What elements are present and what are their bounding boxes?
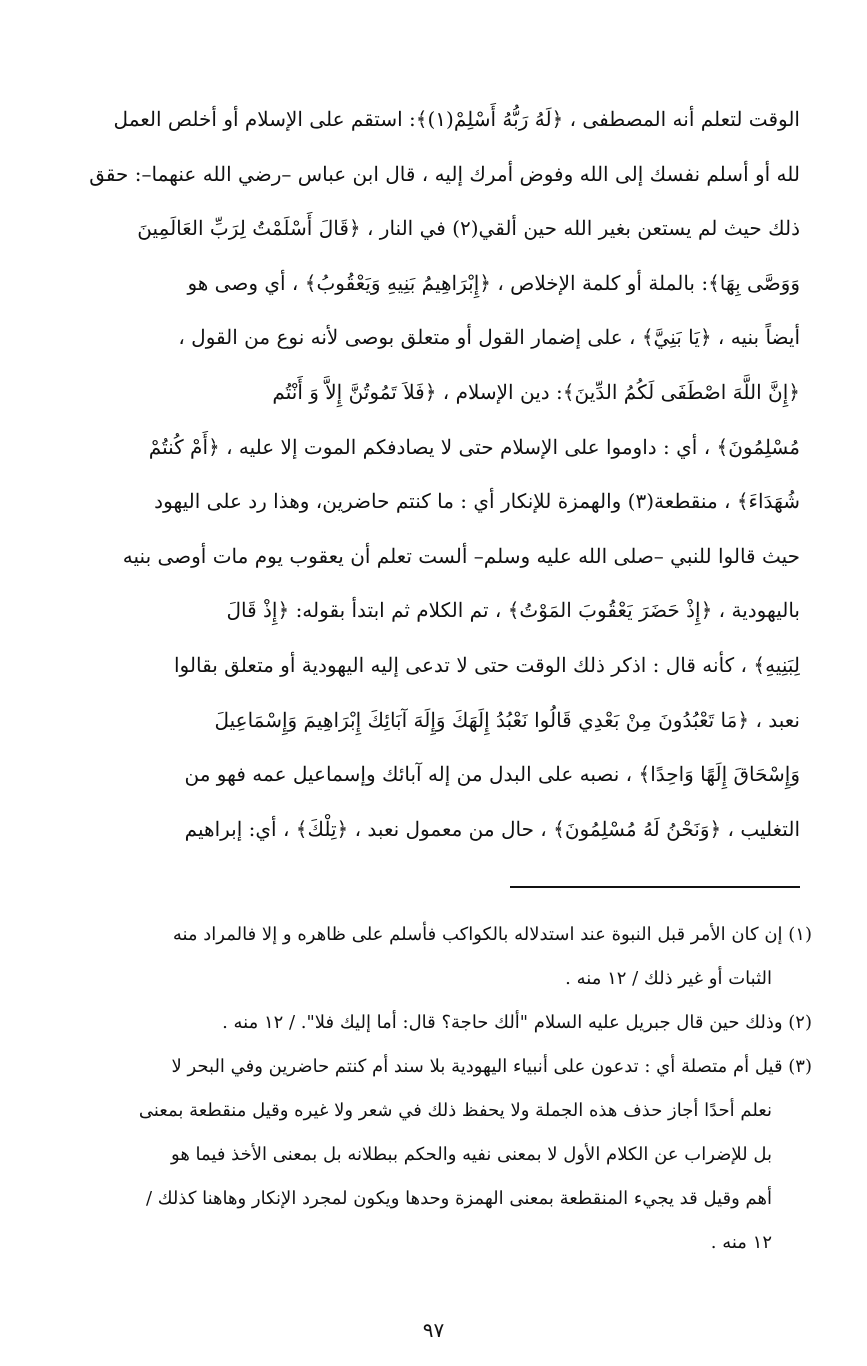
text-line: لِبَنِيهِ﴾ ، كأنه قال : اذكر ذلك الوقت حتى لا تدعى إليه اليهودية أو متعلق بقالوا [174,652,800,677]
text-line: شُهَدَاءَ﴾ ، منقطعة(٣) والهمزة للإنكار أي : ما كنتم حاضرين، وهذا رد على اليهود [154,489,800,514]
text-line: التغليب ، ﴿وَنَحْنُ لَهُ مُسْلِمُونَ﴾ ، حال من معمول نعبد ، ﴿تِلْكَ﴾ ، أي: إبراهيم [184,816,800,841]
text-line: وَإِسْحَاقَ إِلَهًا وَاحِدًا﴾ ، نصبه على البدل من إله آبائك وإسماعيل عمه فهو من [184,762,800,787]
text-line: الوقت لتعلم أنه المصطفى ، ﴿لَهُ رَبُّهُ أَسْلِمْ(١)﴾: استقم على الإسلام أو أخلص العمل [113,107,800,131]
footnote-continuation-line: أهم وقيل قد يجيء المنقطعة بمعنى الهمزة وحدها ويكون لمجرد الإنكار وهاهنا كذلك / [145,1188,772,1209]
main-text [72,92,800,856]
text-line: نعبد ، ﴿مَا تَعْبُدُونَ مِنْ بَعْدِي قَالُوا نَعْبُدُ إِلَهَكَ وَإِلَهَ آبَائِكَ إِبْرَاهِيمَ وَإِسْمَاعِيلَ [214,707,800,732]
footnote-line: (٢) وذلك حين قال جبريل عليه السلام "ألك حاجة؟ قال: أما إليك فلا". / ١٢ منه . [222,1012,812,1033]
footnote-continuation-line: الثبات أو غير ذلك / ١٢ منه . [565,968,772,989]
text-line: أيضاً بنيه ، ﴿يَا بَنِيَّ﴾ ، على إضمار القول أو متعلق بوصى لأنه نوع من القول ، [178,325,800,350]
footnote-line: (٣) قيل أم متصلة أي : تدعون على أنبياء اليهودية بلا سند أم كنتم حاضرين وفي البحر لا [171,1056,812,1077]
footnote-divider [510,886,800,888]
footnote-continuation-line: بل للإضراب عن الكلام الأول لا بمعنى نفيه والحكم ببطلانه بل بمعنى الأخذ فيما هو [171,1144,772,1165]
footnote-continuation-line: نعلم أحدًا أجاز حذف هذه الجملة ولا يحفظ ذلك في شعر ولا غيره وقيل منقطعة بمعنى [138,1100,772,1121]
text-line: مُسْلِمُونَ﴾ ، أي : داوموا على الإسلام حتى لا يصادفكم الموت إلا عليه ، ﴿أَمْ كُنتُمْ [148,434,800,459]
footnotes [72,913,812,1265]
page-number: ٩٧ [422,1318,445,1342]
text-line: ذلك حيث لم يستعن بغير الله حين ألقي(٢) في النار ، ﴿قَالَ أَسْلَمْتُ لِرَبِّ العَالَمِينَ [137,216,800,241]
footnote-continuation-line: ١٢ منه . [710,1232,772,1253]
text-line: باليهودية ، ﴿إِذْ حَضَرَ يَعْقُوبَ المَوْتُ﴾ ، تم الكلام ثم ابتدأ بقوله: ﴿إِذْ قَالَ [226,598,800,623]
footnote-line: (١) إن كان الأمر قبل النبوة عند استدلاله بالكواكب فأسلم على ظاهره و إلا فالمراد منه [172,924,812,945]
text-line: ﴿إِنَّ اللَّهَ اصْطَفَى لَكُمُ الدِّينَ﴾: دين الإسلام ، ﴿فَلاَ تَمُوتُنَّ إِلاَّ وَ أَنْتُم [272,379,800,404]
text-line: حيث قالوا للنبي –صلى الله عليه وسلم– ألست تعلم أن يعقوب يوم مات أوصى بنيه [122,543,800,568]
text-line: لله أو أسلم نفسك إلى الله وفوض أمرك إليه ، قال ابن عباس –رضي الله عنهما–: حقق [89,161,800,186]
text-line: وَوَصَّى بِهَا﴾: بالملة أو كلمة الإخلاص ، ﴿إِبْرَاهِيمُ بَنِيهِ وَيَعْقُوبُ﴾ ، أي وصى هو [187,270,800,295]
